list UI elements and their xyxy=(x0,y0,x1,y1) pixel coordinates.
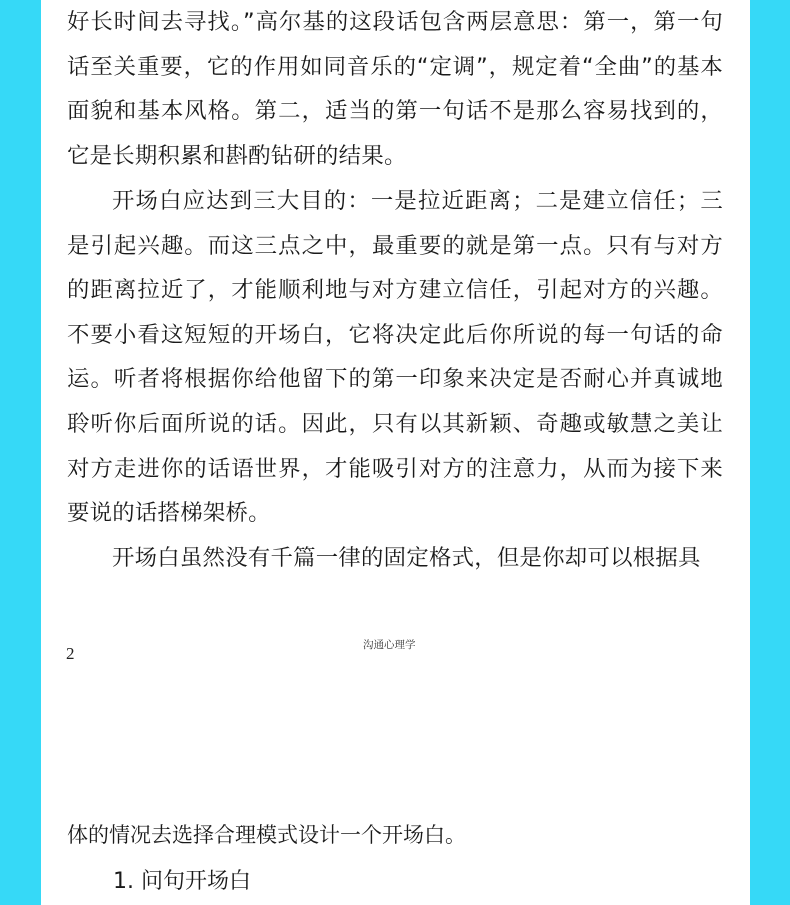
section-subheading: 1. 问句开场白 xyxy=(113,869,251,894)
page-content-middle xyxy=(67,179,723,536)
paragraph-opening-goals: 开场白应达到三大目的：一是拉近距离；二是建立信任；三是引起兴趣。而这三点之中，最重要的就是第一点。只有与对方的距离拉近了，才能顺利地与对方建立信任，引起对方的兴趣。不要小看这短短的开场白，它将决定此后你所说的每一句话的命运。听者将根据你给他留下的第一印象来决定是否耐心并真诚地聆听你后面所说的话。因此，只有以其新颖、奇趣或敏慧之美让对方走进你的话语世界，才能吸引对方的注意力，从而为接下来要说的话搭梯架桥。 xyxy=(67,188,723,527)
paragraph-gorky-quote-explanation: 好长时间去寻找。”高尔基的这段话包含两层意思：第一，第一句话至关重要，它的作用如同音乐的“定调”，规定着“全曲”的基本面貌和基本风格。第二，适当的第一句话不是那么容易找到的，它是长期积累和斟酌钻研的结果。 xyxy=(67,9,723,169)
page-continuation xyxy=(67,813,723,858)
page-content-top xyxy=(67,0,723,178)
page-content-last-line xyxy=(67,536,723,581)
paragraph-opening-format: 开场白虽然没有千篇一律的固定格式，但是你却可以根据具 xyxy=(112,545,701,571)
book-page xyxy=(41,0,750,905)
paragraph-continuation: 体的情况去选择合理模式设计一个开场白。 xyxy=(67,823,466,847)
page-number: 2 xyxy=(66,644,75,663)
running-title: 沟通心理学 xyxy=(363,639,416,651)
